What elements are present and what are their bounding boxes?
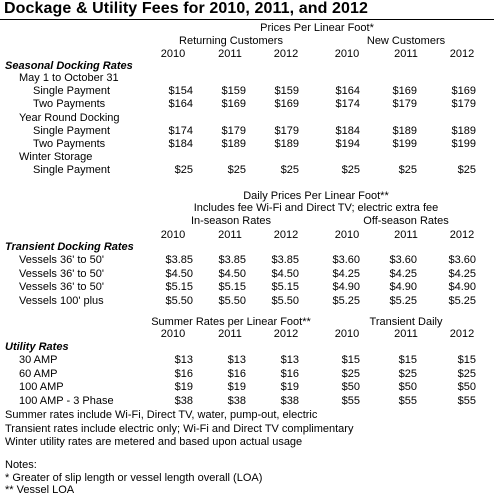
rate-cell: $5.25 bbox=[389, 294, 417, 307]
rate-cell: $25 bbox=[280, 164, 299, 177]
rate-cell: $4.25 bbox=[332, 267, 360, 280]
rate-cell: $5.50 bbox=[165, 294, 193, 307]
note-line: * Greater of slip length or vessel length overall (LOA) bbox=[5, 472, 263, 484]
row-label: Single Payment bbox=[33, 85, 111, 98]
rate-cell: $13 bbox=[174, 354, 193, 366]
rate-cell: $38 bbox=[174, 394, 193, 407]
rate-cell: $4.25 bbox=[448, 267, 476, 280]
row-label: Two Payments bbox=[33, 138, 106, 150]
rate-cell: $154 bbox=[168, 85, 193, 98]
rate-cell: $179 bbox=[221, 124, 246, 137]
rate-cell: $16 bbox=[227, 367, 246, 380]
seasonal-section-heading: Seasonal Docking Rates bbox=[5, 60, 133, 72]
transient-daily-header: Transient Daily bbox=[369, 316, 443, 328]
row-label: Vessels 100' plus bbox=[19, 294, 104, 307]
utility-section-heading: Utility Rates bbox=[5, 341, 69, 353]
row-label: 60 AMP bbox=[19, 367, 58, 380]
rate-cell: $4.50 bbox=[271, 267, 299, 280]
rate-cell: $5.15 bbox=[165, 281, 193, 293]
rate-cell: $3.85 bbox=[218, 254, 246, 266]
row-label: May 1 to October 31 bbox=[19, 72, 119, 84]
row-label: Vessels 36' to 50' bbox=[19, 281, 104, 293]
year-header: 2010 bbox=[160, 229, 186, 241]
seasonal-top-header: Prices Per Linear Foot* bbox=[260, 22, 374, 34]
rate-cell: $19 bbox=[280, 381, 299, 393]
year-header: 2011 bbox=[218, 48, 242, 60]
year-header: 2011 bbox=[394, 328, 418, 340]
page-title: Dockage & Utility Fees for 2010, 2011, and 2012 bbox=[4, 0, 368, 17]
rate-cell: $50 bbox=[341, 381, 360, 393]
rate-cell: $184 bbox=[168, 138, 193, 150]
row-label: Vessels 36' to 50' bbox=[19, 267, 104, 280]
rate-cell: $199 bbox=[392, 138, 417, 150]
rate-cell: $13 bbox=[227, 354, 246, 366]
rate-cell: $55 bbox=[398, 394, 417, 407]
row-label: Two Payments bbox=[33, 98, 106, 111]
row-label: Vessels 36' to 50' bbox=[19, 254, 104, 266]
rate-cell: $4.50 bbox=[218, 267, 246, 280]
rate-cell: $169 bbox=[221, 98, 246, 111]
title-divider bbox=[0, 19, 494, 20]
rate-cell: $189 bbox=[221, 138, 246, 150]
rate-cell: $194 bbox=[335, 138, 360, 150]
year-header: 2012 bbox=[273, 48, 299, 60]
notes-heading: Notes: bbox=[5, 459, 37, 471]
row-label: 30 AMP bbox=[19, 354, 58, 366]
year-header: 2011 bbox=[394, 48, 418, 60]
rate-cell: $164 bbox=[335, 85, 360, 98]
rate-cell: $38 bbox=[280, 394, 299, 407]
row-label: Year Round Docking bbox=[19, 111, 120, 124]
rate-cell: $3.85 bbox=[271, 254, 299, 266]
year-header: 2012 bbox=[273, 328, 299, 340]
rate-cell: $15 bbox=[457, 354, 476, 366]
rate-cell: $174 bbox=[168, 124, 193, 137]
rate-cell: $16 bbox=[280, 367, 299, 380]
rate-cell: $189 bbox=[392, 124, 417, 137]
rate-cell: $174 bbox=[335, 98, 360, 111]
rate-cell: $25 bbox=[398, 367, 417, 380]
rate-cell: $4.90 bbox=[389, 281, 417, 293]
row-label: Single Payment bbox=[33, 164, 111, 177]
rate-cell: $4.25 bbox=[389, 267, 417, 280]
note-line: ** Vessel LOA bbox=[5, 484, 75, 496]
rate-cell: $4.90 bbox=[332, 281, 360, 293]
rate-cell: $3.60 bbox=[448, 254, 476, 266]
rate-cell: $3.60 bbox=[389, 254, 417, 266]
in-season-header: In-season Rates bbox=[190, 215, 272, 227]
rate-cell: $5.50 bbox=[218, 294, 246, 307]
rate-cell: $25 bbox=[341, 164, 360, 177]
rate-cell: $169 bbox=[392, 85, 417, 98]
year-header: 2011 bbox=[394, 229, 418, 241]
rate-cell: $184 bbox=[335, 124, 360, 137]
transient-section-heading: Transient Docking Rates bbox=[5, 241, 134, 253]
rate-cell: $5.25 bbox=[448, 294, 476, 307]
off-season-header: Off-season Rates bbox=[363, 215, 449, 227]
rate-cell: $189 bbox=[451, 124, 476, 137]
rate-cell: $179 bbox=[451, 98, 476, 111]
rate-cell: $5.15 bbox=[271, 281, 299, 293]
rate-cell: $50 bbox=[398, 381, 417, 393]
rate-cell: $25 bbox=[398, 164, 417, 177]
rate-cell: $50 bbox=[457, 381, 476, 393]
rate-cell: $38 bbox=[227, 394, 246, 407]
rate-cell: $25 bbox=[341, 367, 360, 380]
rate-cell: $4.90 bbox=[448, 281, 476, 293]
rate-cell: $169 bbox=[274, 98, 299, 111]
rate-cell: $199 bbox=[451, 138, 476, 150]
rate-cell: $16 bbox=[174, 367, 193, 380]
rate-cell: $164 bbox=[168, 98, 193, 111]
row-label: 100 AMP - 3 Phase bbox=[19, 394, 114, 407]
rate-cell: $19 bbox=[174, 381, 193, 393]
year-header: 2011 bbox=[218, 328, 242, 340]
rate-cell: $5.15 bbox=[218, 281, 246, 293]
row-label: Single Payment bbox=[33, 124, 111, 137]
transient-subheader: Includes fee Wi-Fi and Direct TV; electric extra fee bbox=[193, 202, 439, 214]
rate-cell: $5.50 bbox=[271, 294, 299, 307]
rate-cell: $25 bbox=[227, 164, 246, 177]
rate-cell: $3.85 bbox=[165, 254, 193, 266]
returning-customers-header: Returning Customers bbox=[179, 35, 283, 47]
rate-cell: $159 bbox=[274, 85, 299, 98]
transient-header: Daily Prices Per Linear Foot** bbox=[243, 190, 389, 202]
year-header: 2012 bbox=[449, 328, 475, 340]
year-header: 2010 bbox=[334, 328, 360, 340]
rate-cell: $3.60 bbox=[332, 254, 360, 266]
year-header: 2012 bbox=[273, 229, 299, 241]
rate-cell: $25 bbox=[457, 367, 476, 380]
rate-cell: $169 bbox=[451, 85, 476, 98]
year-header: 2010 bbox=[160, 328, 186, 340]
rate-cell: $19 bbox=[227, 381, 246, 393]
rate-cell: $15 bbox=[341, 354, 360, 366]
rate-cell: $55 bbox=[341, 394, 360, 407]
rate-cell: $15 bbox=[398, 354, 417, 366]
rate-cell: $13 bbox=[280, 354, 299, 366]
rate-cell: $179 bbox=[392, 98, 417, 111]
year-header: 2010 bbox=[160, 48, 186, 60]
summer-rates-header: Summer Rates per Linear Foot** bbox=[151, 316, 311, 328]
rate-cell: $159 bbox=[221, 85, 246, 98]
footer-note: Summer rates include Wi-Fi, Direct TV, water, pump-out, electric bbox=[5, 409, 318, 421]
rate-cell: $55 bbox=[457, 394, 476, 407]
new-customers-header: New Customers bbox=[366, 35, 446, 47]
footer-note: Winter utility rates are metered and based upon actual usage bbox=[5, 436, 303, 448]
rate-cell: $5.25 bbox=[332, 294, 360, 307]
year-header: 2012 bbox=[449, 229, 475, 241]
year-header: 2012 bbox=[449, 48, 475, 60]
rate-cell: $25 bbox=[174, 164, 193, 177]
rate-cell: $179 bbox=[274, 124, 299, 137]
rate-cell: $189 bbox=[274, 138, 299, 150]
footer-note: Transient rates include electric only; Wi-Fi and Direct TV complimentary bbox=[5, 422, 354, 435]
rate-cell: $4.50 bbox=[165, 267, 193, 280]
year-header: 2011 bbox=[218, 229, 242, 241]
year-header: 2010 bbox=[334, 48, 360, 60]
row-label: 100 AMP bbox=[19, 381, 64, 393]
rate-cell: $25 bbox=[457, 164, 476, 177]
year-header: 2010 bbox=[334, 229, 360, 241]
row-label: Winter Storage bbox=[19, 151, 93, 164]
